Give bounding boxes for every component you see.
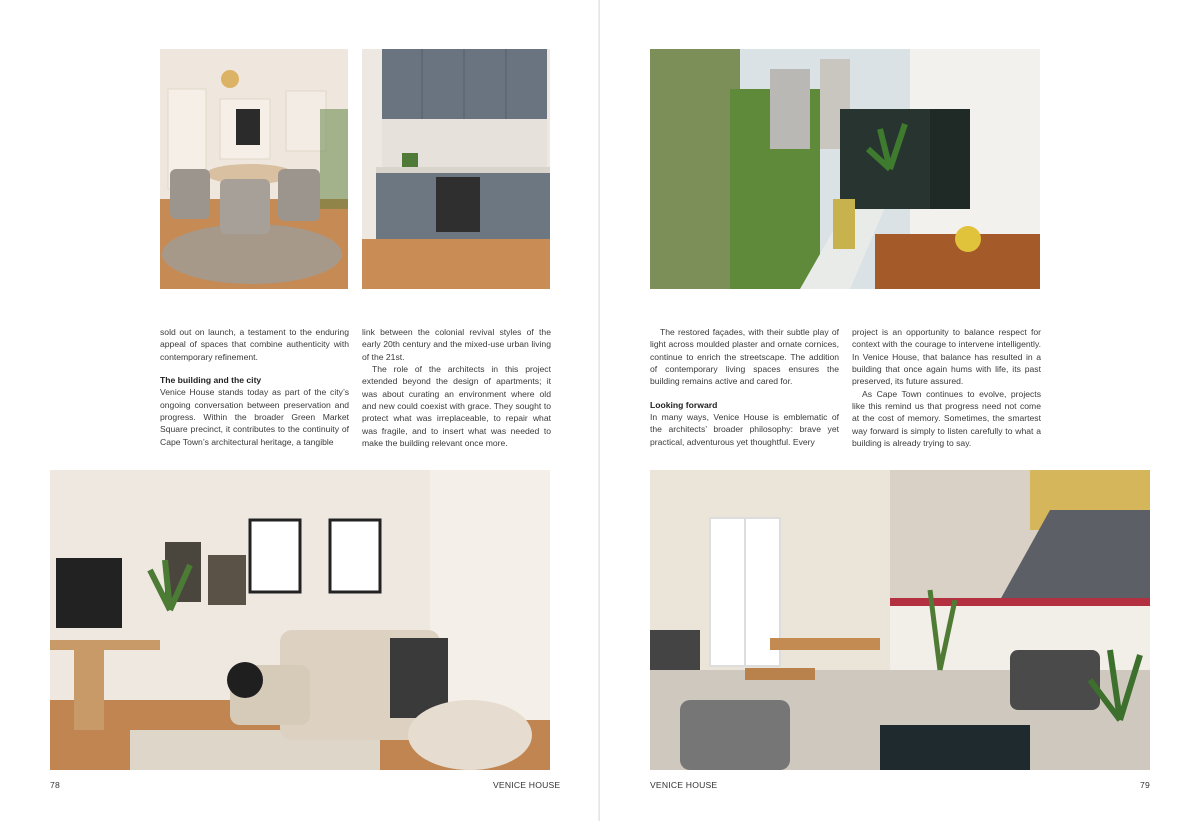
column-paragraph: project is an opportunity to balance respect for context with the courage to intervene intelligently. In Venice House, that balance has resulted in a building that once again hums with life, its past preserved, its future assured. <box>852 327 1041 387</box>
column-paragraph: As Cape Town continues to evolve, projects like this remind us that progress need not come at the cost of memory. Sometimes, the smartest way forward is simply to listen carefully to what a building is already trying to say. <box>852 388 1041 449</box>
column-paragraph: The restored façades, with their subtle play of light across moulded plaster and ornate cornices, continue to enrich the streetscape. The addition of contemporary living spaces ensures the building remains active and cared for. <box>650 327 839 387</box>
page-number-right: 79 <box>1140 780 1150 790</box>
balcony-photo <box>650 49 1040 289</box>
dining-room-photo <box>160 49 348 289</box>
terrace-photo <box>650 470 1150 770</box>
column-intro: sold out on launch, a testament to the enduring appeal of spaces that combine authenticity with contemporary refinement. <box>160 327 349 362</box>
kitchen-photo <box>362 49 550 289</box>
right-page <box>600 0 1200 821</box>
running-head-left: VENICE HOUSE <box>493 780 561 790</box>
column-paragraph: The role of the architects in this project extended beyond the design of apartments; it was about curating an environment where old and new could coexist with grace. They sought to protect what was irreplaceable, to repair what was fragile, and to insert what was needed to make the building relevant once more. <box>362 364 551 449</box>
column-body: Venice House stands today as part of the city’s ongoing conversation between preservation and progress. Within the broader Green Market Square precinct, it contributes to the continuity of Cape Town’s architectural heritage, a tangible <box>160 387 349 447</box>
column-body: In many ways, Venice House is emblematic of the architects’ broader philosophy: brave yet practical, adventurous yet thoughtful. Every <box>650 412 839 447</box>
text-column-2 <box>362 326 551 449</box>
living-room-photo <box>50 470 550 770</box>
page-number-left: 78 <box>50 780 60 790</box>
running-head-right: VENICE HOUSE <box>650 780 718 790</box>
column-paragraph: link between the colonial revival styles of the early 20th century and the mixed-use urban living of the 21st. <box>362 327 551 362</box>
text-column-3 <box>650 326 839 448</box>
text-column-4 <box>852 326 1041 449</box>
section-heading: Looking forward <box>650 399 718 410</box>
text-column-1 <box>160 326 349 448</box>
section-heading: The building and the city <box>160 375 262 386</box>
